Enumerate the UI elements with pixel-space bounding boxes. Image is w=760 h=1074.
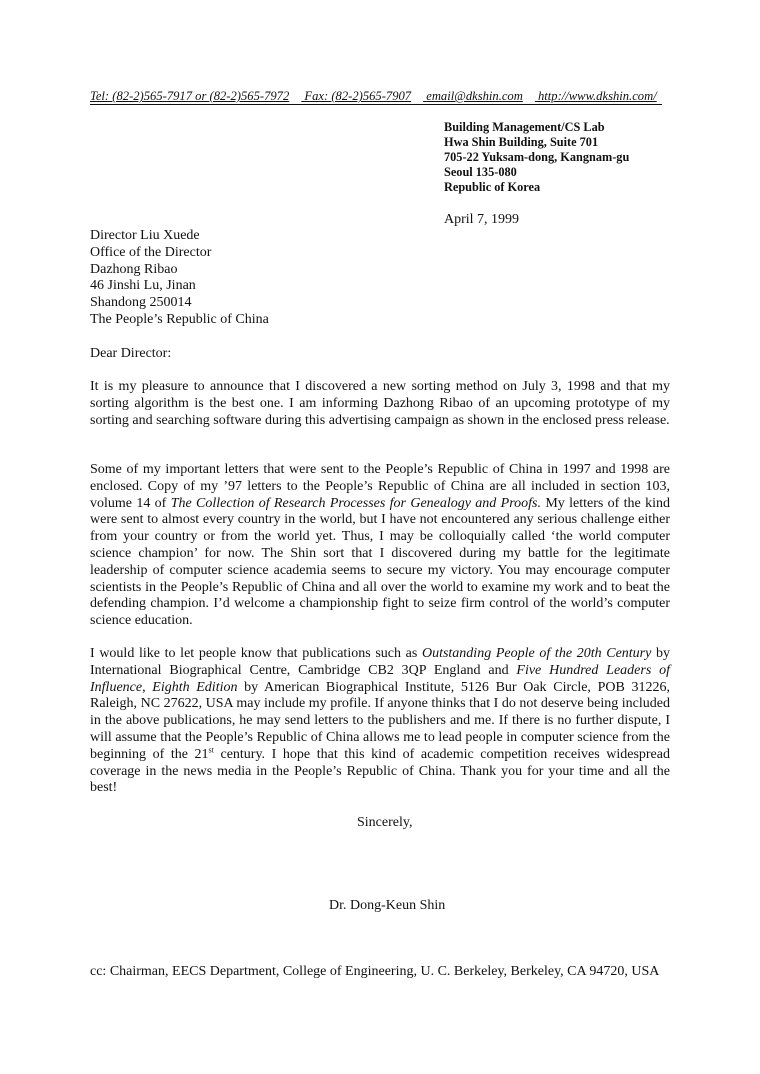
- publication-title: Outstanding People of the 20th Century: [421, 646, 652, 661]
- letterhead-email-link[interactable]: email@dkshin.com: [426, 89, 523, 103]
- paragraph-text: by International Biographical Centre, Cambridge CB2 3QP England and: [90, 646, 671, 678]
- recipient-address-line: Shandong 250014: [90, 295, 192, 311]
- recipient-address-line: 46 Jinshi Lu, Jinan: [90, 278, 196, 294]
- body-paragraph-2: [90, 462, 670, 630]
- paragraph-text: century. I hope that this kind of academic competition receives widespread coverage in the news media in the People’s Republic of China. Thank you for your time and all the best!: [90, 746, 670, 796]
- paragraph-text: My letters of the kind were sent to almost every country in the world, but I have not encountered any serious challenge either from your country or from the world yet. Thus, I may be colloquially called ‘the world computer science champion’ for now. The Shin sort that I discovered during my battle for the legitimate leadership of computer science academia seems to secure my victory. You may encourage computer scientists in the People’s Republic of China and all over the world to examine my work and to beat the defending champion. I’d welcome a championship fight to seize firm control of the world’s computer science education.: [90, 495, 671, 629]
- recipient-address-line: Director Liu Xuede: [90, 228, 200, 243]
- letterhead-website-link[interactable]: http://www.dkshin.com/: [537, 89, 657, 103]
- publication-edition: Eighth Edition: [152, 679, 238, 695]
- body-paragraph-3: [90, 646, 670, 797]
- sender-address: [444, 120, 629, 195]
- letterhead-fax: Fax: (82-2)565-7907: [304, 89, 412, 103]
- letterhead-contact-line: [90, 89, 662, 105]
- sender-address-line: Hwa Shin Building, Suite 701: [444, 135, 599, 149]
- closing: Sincerely,: [357, 815, 413, 830]
- publication-title: The Collection of Research Processes for Genealogy and Proofs.: [170, 495, 541, 511]
- letterhead-tel: Tel: (82-2)565-7917 or (82-2)565-7972: [90, 89, 290, 103]
- sender-address-line: 705-22 Yuksam-dong, Kangnam-gu: [444, 150, 630, 164]
- recipient-address: [90, 228, 269, 329]
- ordinal-suffix: st: [208, 745, 214, 755]
- publication-title: Five Hundred Leaders of Influence: [90, 662, 671, 695]
- recipient-address-line: Dazhong Ribao: [90, 261, 178, 277]
- recipient-address-line: The People’s Republic of China: [90, 311, 269, 327]
- sender-address-line: Building Management/CS Lab: [444, 120, 605, 134]
- paragraph-text: by American Biographical Institute, 5126 Bur Oak Circle, POB 31226, Raleigh, NC 27622, USA may include my profile. If anyone thinks that I do not deserve being included in the above publications, he may send letters to the publishers and me. If there is no further dispute, I will assume that the People’s Republic of China allows me to lead people in computer science from the beginning of the 21: [90, 679, 670, 762]
- salutation: Dear Director:: [90, 346, 172, 361]
- letter-date: April 7, 1999: [444, 212, 520, 227]
- paragraph-text: ,: [142, 679, 153, 695]
- recipient-address-line: Office of the Director: [90, 244, 212, 260]
- signature-name: Dr. Dong-Keun Shin: [329, 898, 446, 913]
- paragraph-text: I would like to let people know that publications such as: [90, 646, 422, 661]
- sender-address-line: Republic of Korea: [444, 180, 541, 194]
- paragraph-text: Some of my important letters that were sent to the People’s Republic of China in 1997 and 1998 are enclosed. Copy of my ’97 letters to the People’s Republic of China are all included in section 103, volume 14 of: [90, 462, 670, 511]
- body-paragraph-1: It is my pleasure to announce that I discovered a new sorting method on July 3, 1998 and that my sorting algorithm is the best one. I am informing Dazhong Ribao of an upcoming prototype of my sorting and searching software during this advertising campaign as shown in the enclosed press release.: [90, 379, 670, 428]
- cc-line: cc: Chairman, EECS Department, College of Engineering, U. C. Berkeley, Berkeley, CA 94720, USA: [90, 964, 660, 979]
- sender-address-line: Seoul 135-080: [444, 165, 517, 179]
